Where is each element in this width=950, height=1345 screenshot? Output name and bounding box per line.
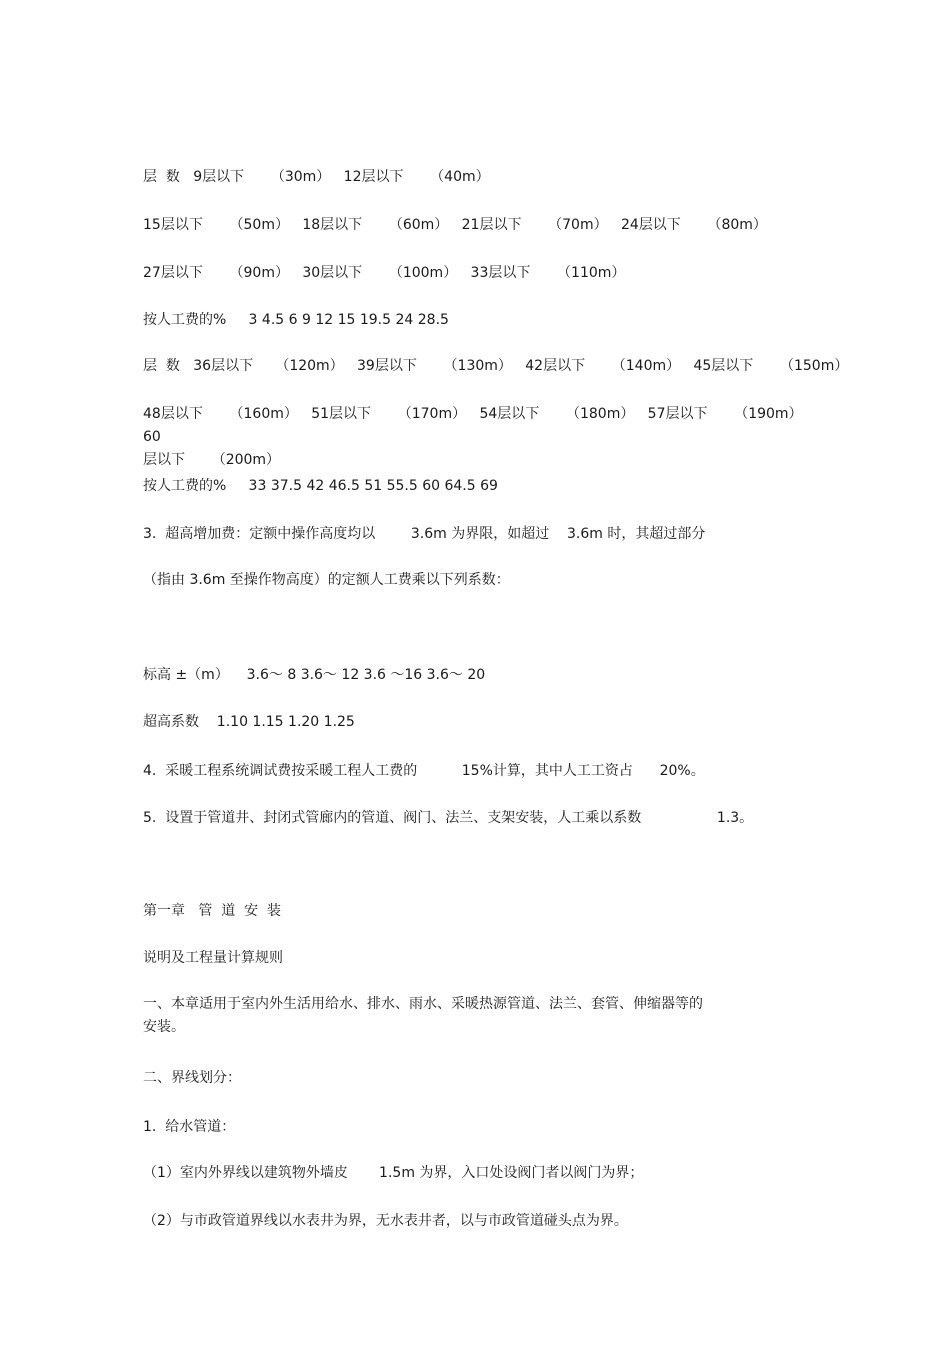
floor-row-3: 27层以下 （90m） 30层以下 （100m） 33层以下 （110m） [143,265,626,281]
water-supply-heading: 1. 给水管道： [143,1119,236,1135]
floor-row-5: 48层以下 （160m） 51层以下 （170m） 54层以下 （180m） 57层以下 （190m） 60 层以下 （200m） [143,406,803,468]
scope-paragraph: 一、本章适用于室内外生活用给水、排水、雨水、采暖热源管道、法兰、套管、伸缩器等的 安装。 [143,996,703,1035]
floor-row-2: 15层以下 （50m） 18层以下 （60m） 21层以下 （70m） 24层以下 （80m） [143,217,767,233]
floor-row-1: 层 数 9层以下 （30m） 12层以下 （40m） [143,169,490,185]
boundary-heading: 二、界线划分： [143,1070,241,1086]
floor-row-4: 层 数 36层以下 （120m） 39层以下 （130m） 42层以下 （140m） 45层以下 （150m） [143,358,849,374]
boundary-rule-2: （2）与市政管道界线以水表井为界，无水表井者，以与市政管道碰头点为界。 [143,1213,628,1229]
item-4-text: 4. 采暖工程系统调试费按采暖工程人工费的 15%计算，其中人工工资占 20%。 [143,763,705,779]
height-coefficient-row: 超高系数 1.10 1.15 1.20 1.25 [143,714,355,730]
item-3-continuation: （指由 3.6m 至操作物高度）的定额人工费乘以下列系数： [143,572,510,588]
elevation-row: 标高 ±（m） 3.6～ 8 3.6～ 12 3.6 ～16 3.6～ 20 [143,667,486,683]
section-heading: 说明及工程量计算规则 [143,950,283,966]
item-5-text: 5. 设置于管道井、封闭式管廊内的管道、阀门、法兰、支架安装，人工乘以系数 1.3。 [143,810,754,826]
boundary-rule-1: （1）室内外界线以建筑物外墙皮 1.5m 为界，入口处设阀门者以阀门为界； [143,1165,644,1181]
item-3-text: 3. 超高增加费：定额中操作高度均以 3.6m 为界限，如超过 3.6m 时，其超过部分 [143,526,706,542]
chapter-title: 第一章 管 道 安 装 [143,903,282,919]
labor-percent-row-1: 按人工费的% 3 4.5 6 9 12 15 19.5 24 28.5 [143,312,449,328]
labor-percent-row-2: 按人工费的% 33 37.5 42 46.5 51 55.5 60 64.5 69 [143,478,498,494]
